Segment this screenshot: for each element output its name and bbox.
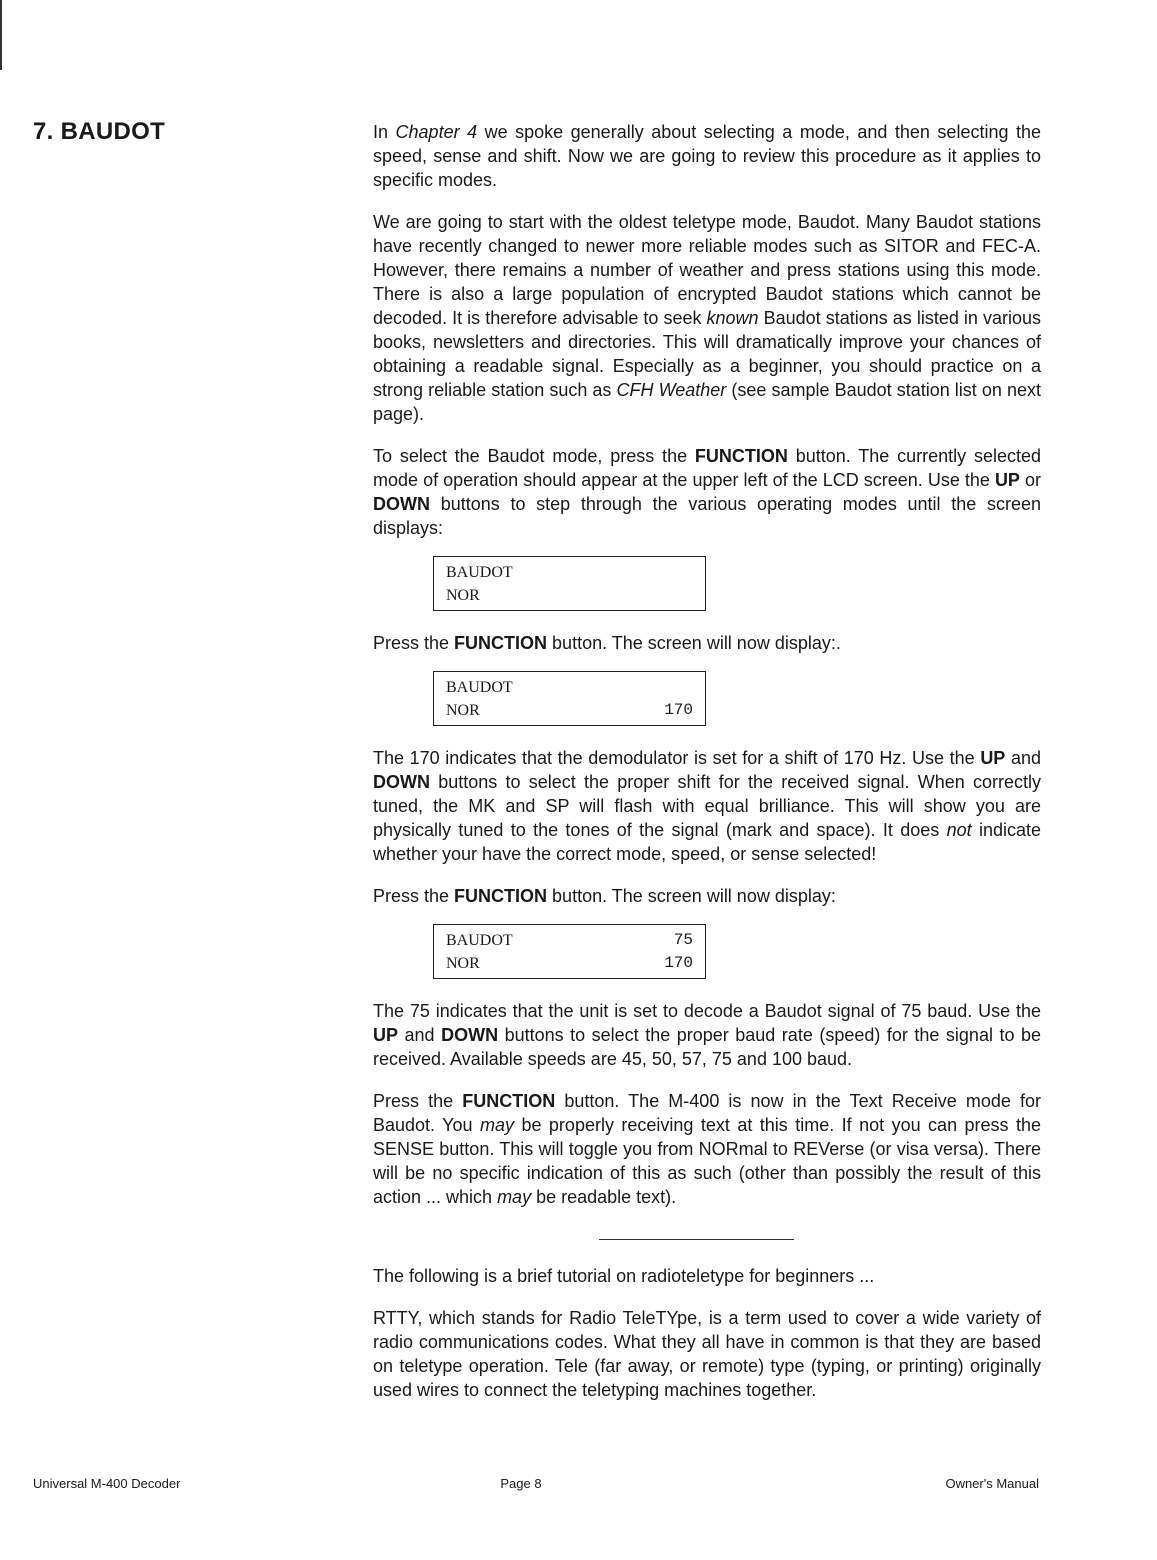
paragraph-tutorial-intro: The following is a brief tutorial on radioteletype for beginners ... bbox=[373, 1266, 875, 1286]
paragraph-shift-explanation: The 170 indicates that the demodulator is set for a shift of 170 Hz. Use the UP and DOWN buttons to select the proper shift for the received signal. When correctly tuned, the MK and SP will flash with equal brilliance. This will show you are physically tuned to the tones of the signal (mark and space). It does not indicate whether your have the correct mode, speed, or sense selected! bbox=[373, 748, 1041, 864]
paragraph-baud-explanation: The 75 indicates that the unit is set to decode a Baudot signal of 75 baud. Use the UP and DOWN buttons to select the proper baud rate (speed) for the signal to be received. Available speeds are 45, 50, 57, 75 and 100 baud. bbox=[373, 1001, 1042, 1069]
paragraph-text-receive: Press the FUNCTION button. The M-400 is now in the Text Receive mode for Baudot. You may be properly receiving text at this time. If not you can press the SENSE button. This will toggle you from NORmal to REVerse (or visa versa). There will be no specific indication of this as such (other than possibly the result of this action ... which may be readable text). bbox=[373, 1091, 1042, 1207]
lcd-mode-text: BAUDOT bbox=[446, 932, 513, 949]
paragraph-intro: In Chapter 4 we spoke generally about selecting a mode, and then selecting the speed, sense and shift. Now we are going to review this procedure as it applies to specific modes. bbox=[373, 122, 1041, 190]
lcd-sense-text: NOR bbox=[446, 955, 480, 972]
lcd-sense-text: NOR bbox=[446, 702, 480, 719]
lcd-mode-text: BAUDOT bbox=[446, 679, 513, 696]
lcd-shift-value: 170 bbox=[664, 701, 693, 719]
main-content bbox=[373, 120, 1041, 1420]
margin-rule bbox=[0, 0, 2, 70]
lcd-shift-value: 170 bbox=[664, 954, 693, 972]
footer-page-number: Page 8 bbox=[500, 1476, 542, 1491]
paragraph-press-function-1: Press the FUNCTION button. The screen will now display:. bbox=[373, 633, 841, 653]
paragraph-baudot-overview: We are going to start with the oldest teletype mode, Baudot. Many Baudot stations have recently changed to newer more reliable modes such as SITOR and FEC-A. However, there remains a number of weather and press stations using this mode. There is also a large population of encrypted Baudot stations which cannot be decoded. It is therefore advisable to seek known Baudot stations as listed in various books, newsletters and directories. This will dramatically improve your chances of obtaining a readable signal. Especially as a beginner, you should practice on a strong reliable station such as CFH Weather (see sample Baudot station list on next page). bbox=[373, 212, 1041, 424]
lcd-display-mode bbox=[433, 556, 706, 611]
paragraph-rtty-definition: RTTY, which stands for Radio TeleTYpe, is a term used to cover a wide variety of radio communications codes. What they all have in common is that they are based on teletype operation. Tele (far away, or remote) type (typing, or printing) originally used wires to connect the teletyping machines together. bbox=[373, 1308, 1041, 1400]
lcd-sense-text: NOR bbox=[446, 587, 480, 604]
paragraph-press-function-2: Press the FUNCTION button. The screen will now display: bbox=[373, 886, 836, 906]
footer-product-name: Universal M-400 Decoder bbox=[33, 1476, 181, 1491]
paragraph-select-mode: To select the Baudot mode, press the FUNCTION button. The currently selected mode of operation should appear at the upper left of the LCD screen. Use the UP or DOWN buttons to step through the various operating modes until the screen displays: bbox=[373, 446, 1041, 538]
lcd-mode-text: BAUDOT bbox=[446, 564, 513, 581]
section-divider bbox=[599, 1239, 794, 1240]
page-footer bbox=[33, 1476, 1039, 1491]
lcd-display-shift bbox=[433, 671, 706, 726]
lcd-speed-value: 75 bbox=[673, 931, 693, 949]
footer-manual-title: Owner's Manual bbox=[945, 1476, 1039, 1491]
chapter-heading: 7. BAUDOT bbox=[33, 118, 166, 145]
lcd-display-speed bbox=[433, 924, 706, 979]
